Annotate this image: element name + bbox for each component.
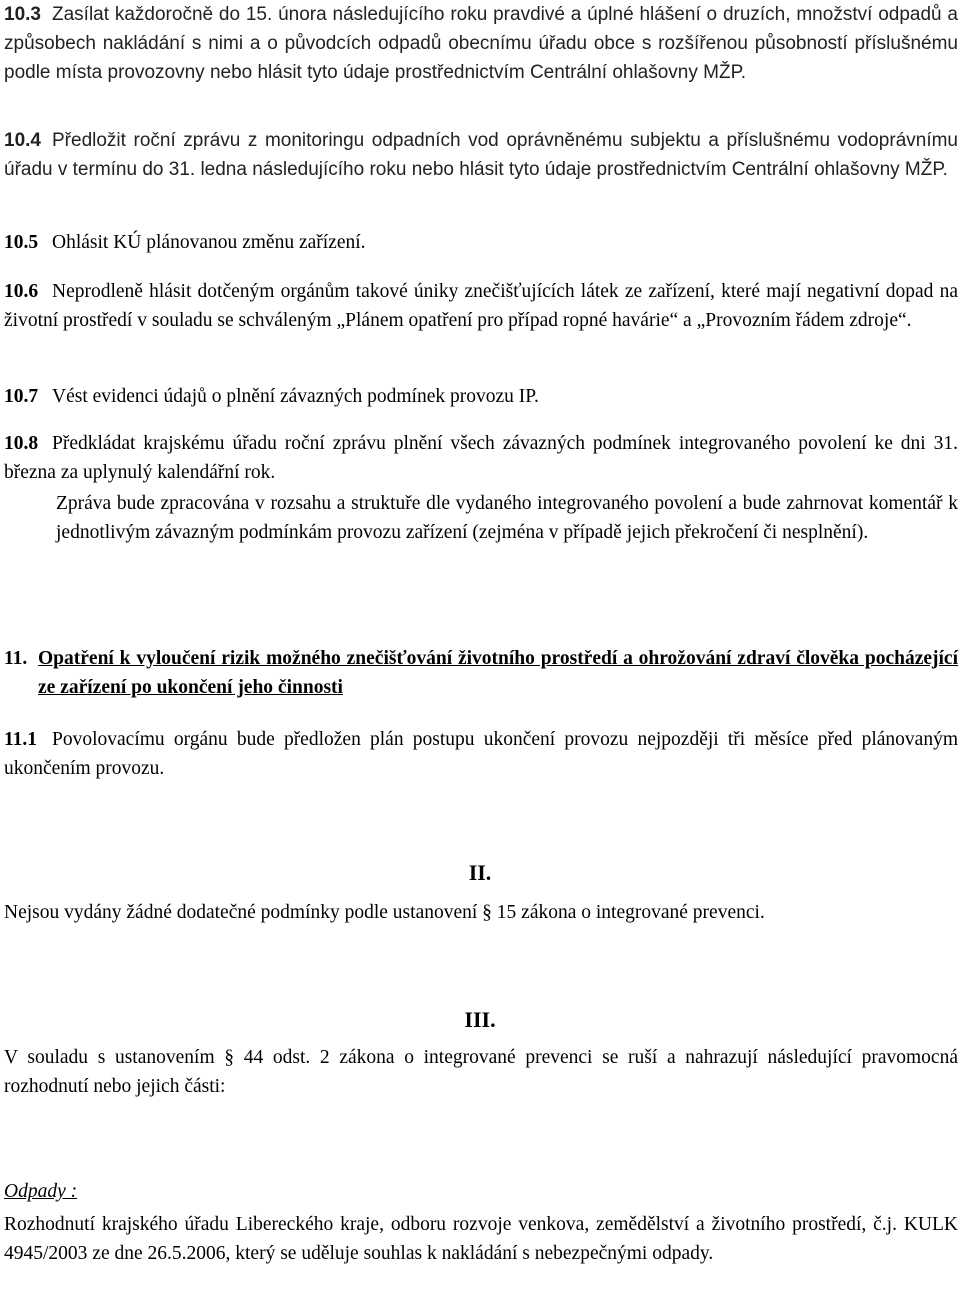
- condition-10-7: [4, 382, 958, 411]
- condition-number: 11.1: [4, 729, 38, 750]
- condition-number: 10.5: [4, 232, 39, 253]
- condition-text: Předložit roční zprávu z monitoringu odpadních vod oprávněnému subjektu a příslušnému vodoprávnímu úřadu v termínu do 31. ledna následujícího roku nebo hlásit tyto údaje prostřednictvím Centrální ohlašovny MŽP.: [4, 130, 958, 180]
- odpady-paragraph: Rozhodnutí krajského úřadu Libereckého kraje, odboru rozvoje venkova, zemědělství a životního prostředí, č.j. KULK 4945/2003 ze dne 26.5.2006, který se uděluje souhlas k nakládání s nebezpečnými odpady.: [4, 1214, 958, 1264]
- odpady-label-block: [4, 1177, 958, 1206]
- part-iii-paragraph: V souladu s ustanovením § 44 odst. 2 zákona o integrované prevenci se ruší a nahrazují následující pravomocná rozhodnutí nebo jejich části:: [4, 1047, 958, 1097]
- condition-continuation-text: Zpráva bude zpracována v rozsahu a struktuře dle vydaného integrovaného povolení a bude zahrnovat komentář k jednotlivým závazným podmínkám provozu zařízení (zejména v případě jejich překročení či nesplnění).: [56, 493, 958, 543]
- part-iii-text: [4, 1043, 958, 1101]
- condition-10-8-continuation: [56, 489, 958, 547]
- condition-10-4: [4, 126, 958, 184]
- odpady-label: Odpady :: [4, 1181, 78, 1202]
- condition-10-3: [4, 0, 958, 87]
- section-number: 11.: [4, 648, 28, 669]
- condition-text: Povolovacímu orgánu bude předložen plán postupu ukončení provozu nejpozději tři měsíce před plánovaným ukončením provozu.: [4, 729, 958, 779]
- condition-text: Ohlásit KÚ plánovanou změnu zařízení.: [52, 232, 366, 253]
- condition-number: 10.3: [4, 4, 41, 25]
- condition-number: 10.8: [4, 433, 39, 454]
- odpady-text-block: [4, 1210, 958, 1268]
- condition-10-6: [4, 277, 958, 335]
- condition-text: Vést evidenci údajů o plnění závazných podmínek provozu IP.: [52, 386, 539, 407]
- condition-text: Předkládat krajskému úřadu roční zprávu plnění všech závazných podmínek integrovaného povolení ke dni 31. března za uplynulý kalendářní rok.: [4, 433, 958, 483]
- condition-number: 10.4: [4, 130, 41, 151]
- part-ii-paragraph: Nejsou vydány žádné dodatečné podmínky podle ustanovení § 15 zákona o integrované prevenci.: [4, 902, 765, 923]
- condition-text: Neprodleně hlásit dotčeným orgánům takové úniky znečišťujících látek ze zařízení, které mají negativní dopad na životní prostředí v souladu se schváleným „Plánem opatření pro případ ropné havárie“ a „Provozním řádem zdroje“.: [4, 281, 958, 331]
- condition-10-8: [4, 429, 958, 487]
- condition-11-1: [4, 725, 958, 783]
- condition-10-5: [4, 228, 958, 257]
- part-iii-numeral: III.: [464, 1007, 496, 1032]
- part-ii-text: [4, 898, 958, 927]
- condition-number: 10.7: [4, 386, 39, 407]
- section-11-heading: [4, 644, 958, 702]
- section-heading-text: Opatření k vyloučení rizik možného znečišťování životního prostředí a ohrožování zdraví člověka pocházející ze zařízení po ukončení jeho činnosti: [38, 648, 958, 698]
- condition-text: Zasílat každoročně do 15. února následujícího roku pravdivé a úplné hlášení o druzích, množství odpadů a způsobech nakládání s nimi a o původcích odpadů obecnímu úřadu obce s rozšířenou působností příslušnému podle místa provozovny nebo hlásit tyto údaje prostřednictvím Centrální ohlašovny MŽP.: [4, 4, 958, 83]
- part-ii-numeral: II.: [468, 860, 492, 885]
- condition-number: 10.6: [4, 281, 39, 302]
